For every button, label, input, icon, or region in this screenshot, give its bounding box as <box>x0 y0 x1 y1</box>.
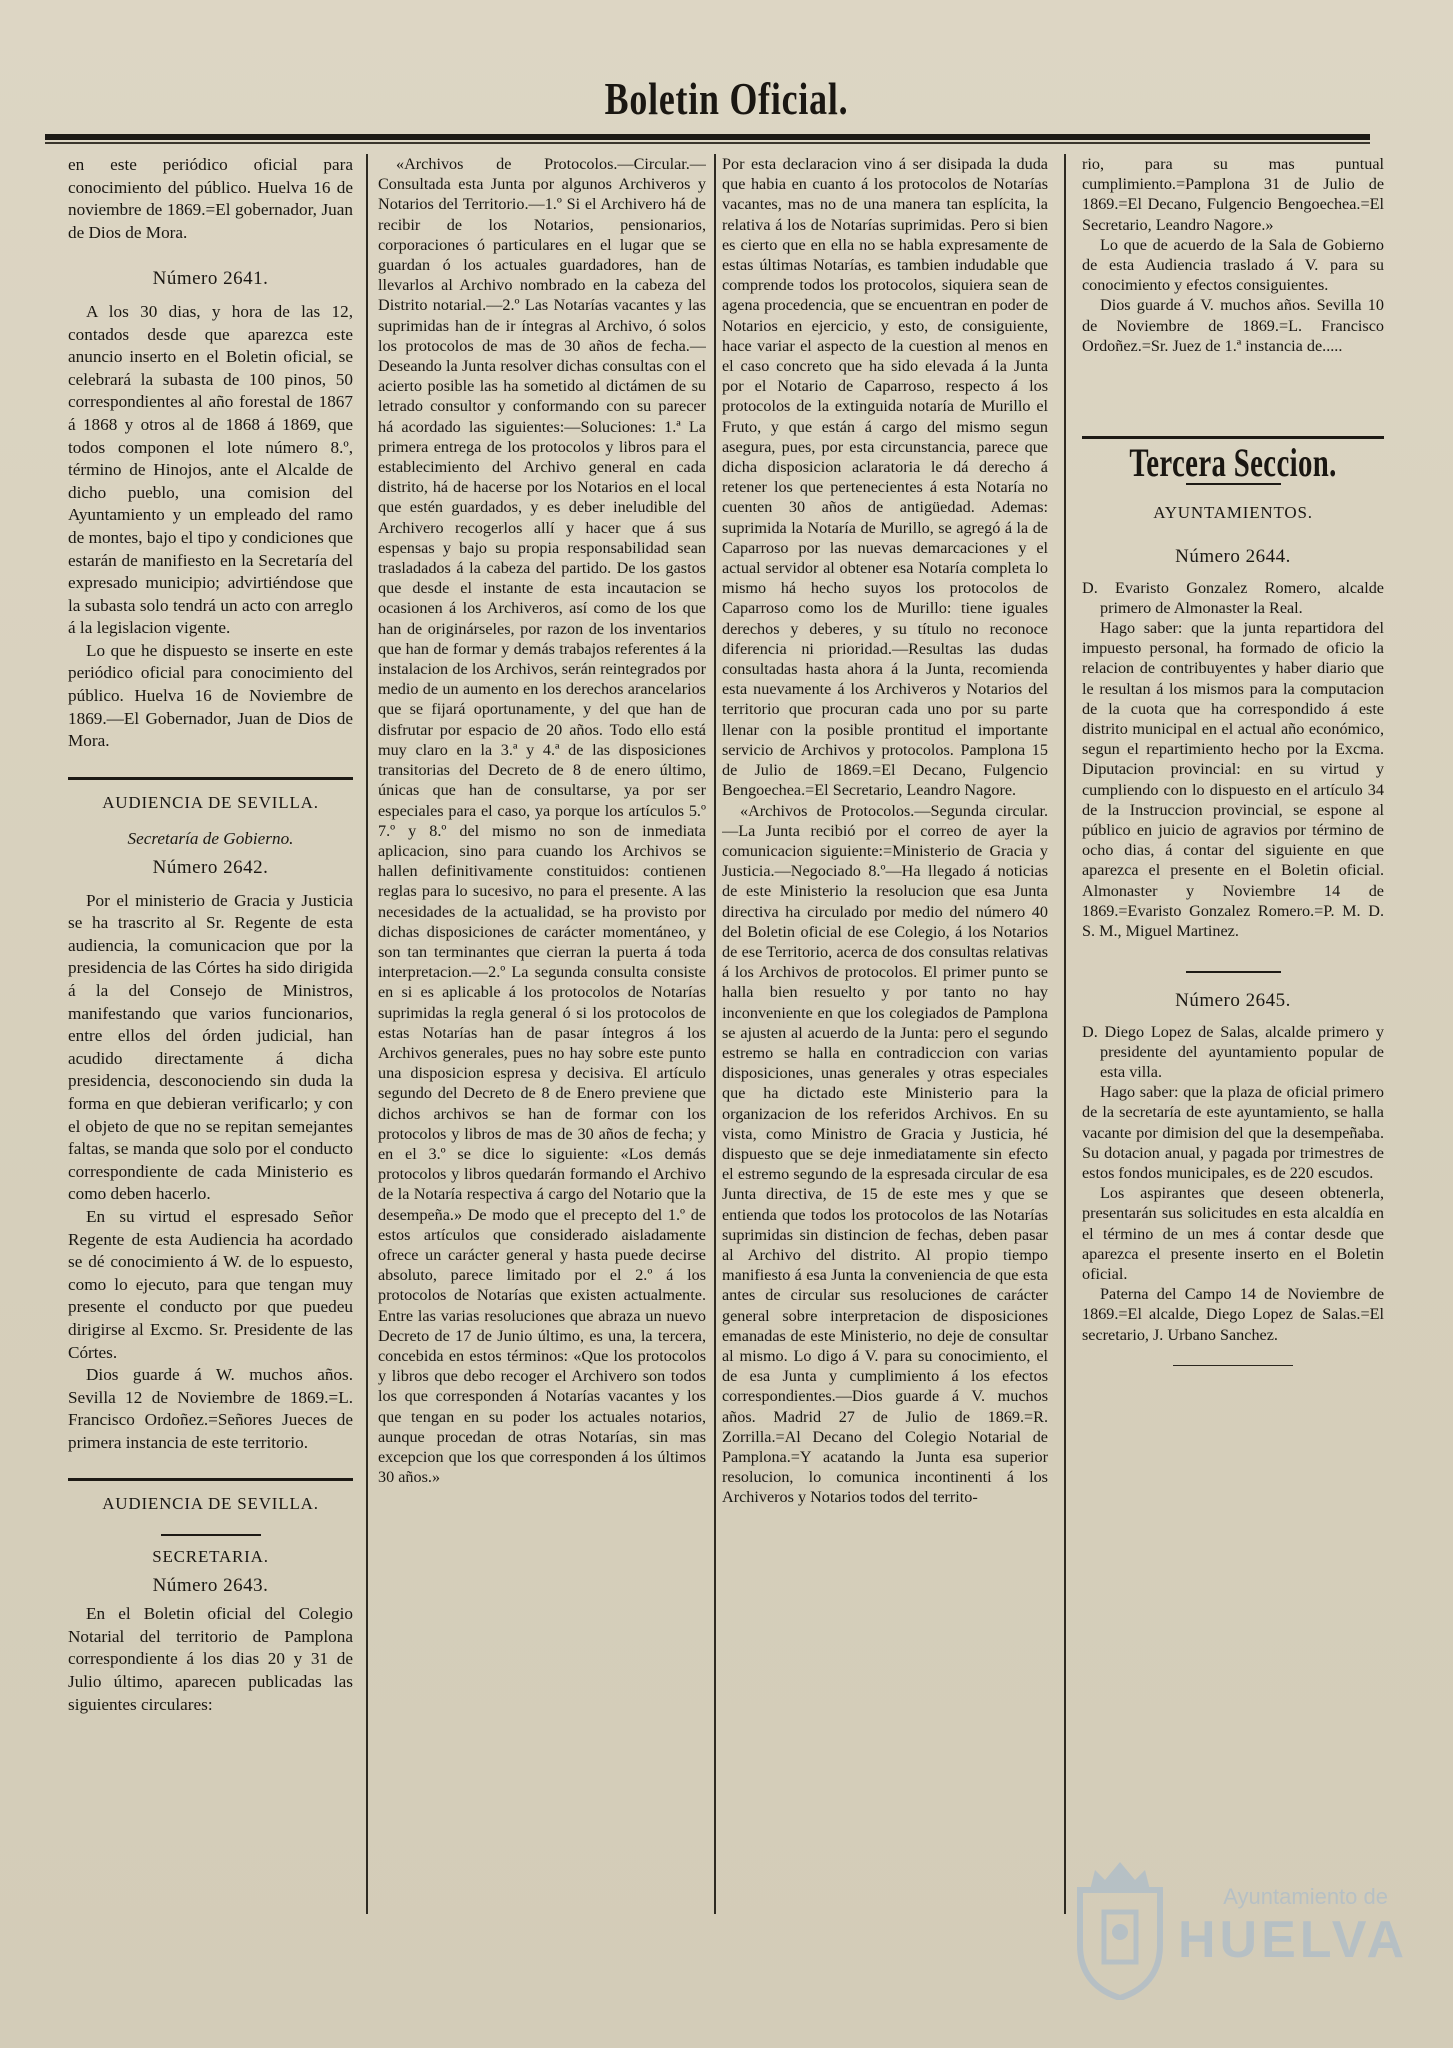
notice-paragraph: Lo que he dispuesto se inserte en este periódico oficial para conocimiento del público. Huelva 16 de Noviembre de 1869.—El Gobernador, Juan de Dios de Mora. <box>68 640 353 751</box>
column-4 <box>1082 154 1384 2034</box>
subsection-heading: SECRETARIA. <box>152 1547 269 1567</box>
notice-number: Número 2644. <box>1175 546 1291 568</box>
notice-paragraph: Lo que de acuerdo de la Sala de Gobierno de esta Audiencia traslado á V. para su conocimiento y efectos consiguientes. <box>1082 235 1384 295</box>
section-heading: AUDIENCIA DE SEVILLA. <box>102 1494 319 1514</box>
notice-paragraph: Dios guarde á W. muchos años. Sevilla 12 de Noviembre de 1869.=L. Francisco Ordoñez.=Señores Jueces de primera instancia de este territorio. <box>68 1365 353 1452</box>
masthead-rule-thin <box>45 142 1370 144</box>
notice-paragraph: Hago saber: que la plaza de oficial primero de la secretaría de este ayuntamiento, se halla vacante por dimision del que la desempeñaba. Su dotacion anual, y pagada por trimestres de estos fondos municipales, es de 220 escudos. <box>1082 1083 1384 1182</box>
subsection-heading: Secretaría de Gobierno. <box>127 829 294 849</box>
section-heading: AYUNTAMIENTOS. <box>1153 503 1313 523</box>
notice-number: Número 2643. <box>152 1574 269 1596</box>
notice-paragraph: Por el ministerio de Gracia y Justicia se ha trascrito al Sr. Regente de esta audiencia, la comunicacion que por la presidencia de las Córtes ha sido dirigida á la del Consejo de Ministros, manifestando que varios funcionarios, entre ellos del órden judicial, han acudido directamente á dicha presidencia, desconociendo sin duda la forma en que debieran verificarlo; y con el objeto de que no se repitan semejantes faltas, se manda que solo por el conducto correspondiente de cada Ministerio es como deben hacerlo. <box>68 890 353 1204</box>
notice-paragraph: D. Diego Lopez de Salas, alcalde primero y presidente del ayuntamiento popular de esta villa. <box>1082 1022 1384 1081</box>
archive-watermark <box>1178 1850 1409 2020</box>
circular-paragraph: rio, para su mas puntual cumplimiento.=Pamplona 31 de Julio de 1869.=El Decano, Fulgencio Bengoechea.=El Secretario, Leandro Nagore.» <box>1082 155 1384 234</box>
notice-paragraph: En el Boletin oficial del Colegio Notarial del territorio de Pamplona correspondiente á los dias 20 y 31 de Julio último, aparecen publicadas las siguientes circulares: <box>68 1604 353 1714</box>
intro-paragraph: en este periódico oficial para conocimiento del público. Huelva 16 de noviembre de 1869.=El gobernador, Juan de Dios de Mora. <box>68 155 353 242</box>
column-divider <box>1064 154 1066 1914</box>
column-divider <box>366 154 368 1914</box>
column-divider <box>714 154 716 1914</box>
column-3 <box>722 154 1048 2034</box>
watermark-line-1: Ayuntamiento de <box>1223 1884 1388 1909</box>
notice-number: Número 2642. <box>152 857 269 879</box>
notice-paragraph: Paterna del Campo 14 de Noviembre de 1869.=El alcalde, Diego Lopez de Salas.=El secretario, J. Urbano Sanchez. <box>1082 1285 1384 1344</box>
notice-paragraph: Hago saber: que la junta repartidora del impuesto personal, ha formado de oficio la relacion de contribuyentes y haber diario que le resultan á los mismos para la computacion de la cuota que ha correspondido á este distrito municipal en el actual año económico, segun el repartimiento hecho por la Excma. Diputacion provincial: en su virtud y cumpliendo con lo dispuesto en el artículo 34 de la Instruccion provincial, se espone al público en juicio de agravios por término de ocho dias, á contar del siguiente en que aparezca el presente en el Boletin oficial. Almonaster y Noviembre 14 de 1869.=Evaristo Gonzalez Romero.=P. M. D. S. M., Miguel Martinez. <box>1082 619 1384 941</box>
column-1 <box>68 154 353 2034</box>
short-rule <box>161 1534 261 1536</box>
circular-paragraph: «Archivos de Protocolos.—Segunda circular.—La Junta recibió por el correo de ayer la comunicacion siguiente:=Ministerio de Gracia y Justicia.—Negociado 8.º—Ha llegado á noticias de este Ministerio la resolucion que esa Junta directiva ha circulado por medio del número 40 del Boletin oficial de ese Colegio, á los Notarios de ese Territorio, acerca de dos consultas relativas á los Archivos de protocolos. El primer punto se halla bien resuelto y por tanto no hay inconveniente en que los colegiados de Pamplona se ajusten al acuerdo de la Junta: pero el segundo estremo se halla en contradiccion con varias disposiciones, unas generales y otras especiales que ha dictado este Ministerio para la organizacion de los referidos Archivos. En su vista, como Ministro de Gracia y Justicia, hé dispuesto que se deje inmediatamente sin efecto el estremo segundo de la espresada circular de esa Junta directiva, de 15 de este mes y que se entienda que todos los protocolos de las Notarías suprimidas sin distincion de fechas, deben pasar al Archivo del distrito. Al propio tiempo manifiesto á esa Junta la conveniencia de que esta antes de circular sus resoluciones de carácter general sobre interpretacion de disposiciones emanadas de este Ministerio, no deje de consultar al mismo. Lo digo á V. para su conocimiento, el de esa Junta y cumplimiento á los efectos correspondientes.—Dios guarde á V. muchos años. Madrid 27 de Julio de 1869.=R. Zorrilla.=Al Decano del Colegio Notarial de Pamplona.=Y acatando la Junta esa superior resolucion, lo comunica incontinenti á los Archiveros y Notarios todos del territo- <box>722 801 1048 1507</box>
section-divider <box>68 1478 353 1481</box>
notice-paragraph: D. Evaristo Gonzalez Romero, alcalde primero de Almonaster la Real. <box>1082 578 1384 617</box>
notice-number: Número 2641. <box>152 268 269 290</box>
notice-paragraph: En su virtud el espresado Señor Regente de esta Audiencia ha acordado se dé conocimiento á W. de lo espuesto, como lo ejecuto, para que tengan muy presente el conducto por que puedeu dirigirse al Excmo. Sr. Presidente de las Córtes. <box>68 1206 353 1362</box>
section-divider <box>1082 436 1384 439</box>
notice-paragraph: Los aspirantes que deseen obtenerla, presentarán sus solicitudes en esta alcaldía en el término de un mes á contar desde que aparezca el presente inserto en el Boletin oficial. <box>1082 1184 1384 1283</box>
circular-paragraph: «Archivos de Protocolos.—Circular.—Consultada esta Junta por algunos Archiveros y Notarios del Territorio.—1.º Si el Archivero há de recibir de los Notarios, pensionarios, corporaciones ó particulares en el lugar que se guardan ó los actuales guardadores, han de llevarlos al Archivo nombrado en la cabeza del Distrito notarial.—2.º Las Notarías vacantes y las suprimidas han de ir íntegras al Archivo, ó solos los protocolos de mas de 30 años de fecha.—Deseando la Junta resolver dichas consultas con el acierto posible las ha sometido al dictámen de su letrado consultor y conformando con su parecer há acordado las siguientes:—Soluciones: 1.ª La primera entrega de los protocolos y libros para el establecimiento del Archivo general en cada distrito, há de hacerse por los Notarios en el local que estén guardados, y es deber ineludible del Archivero recogerlos allí y hacer que á sus espensas y bajo su propia responsabilidad sean trasladados á la cabeza del partido. De los gastos que desde el instante de esta incautacion se ocasionen á los Archiveros, así como de los que han de originárseles, por razon de los inventarios que han de formar y demás trabajos referentes á la instalacion de los Archivos, serán reintegrados por medio de un aumento en los derechos arancelarios que se fijará oportunamente, y del que han de disfrutar por espacio de 20 años. Todo ello está muy claro en la 3.ª y 4.ª de las disposiciones transitorias del Decreto de 8 de enero último, únicas que han de consultarse, ya por ser especiales para el caso, ya porque los artículos 5.º 7.º y 8.º del mismo no son de inmediata aplicacion, sino para cuando los Archivos se hallen definitivamente constituidos: contienen reglas para lo sucesivo, no para el presente. A las necesidades de la actualidad, se ha provisto por dichas disposiciones de carácter momentáneo, y son tan terminantes que cierran la puerta á toda interpretacion.—2.º La segunda consulta consiste en si es aplicable á los protocolos de Notarías suprimidas la regla general ó si los protocolos de estas Notarías han de pasar íntegros á los Archivos generales, pues no hay sobre este punto una disposicion espresa y decisiva. El artículo segundo del Decreto de 8 de Enero previene que dichos archivos se han de formar con los protocolos y libros de mas de 30 años de fecha; y en el 3.º se dice lo siguiente: «Los demás protocolos y libros quedarán formando el Archivo de la Notaría respectiva á cargo del Notario que la desempeña.» De modo que el precepto del 1.º de estos artículos que considerado aisladamente ofrece un carácter general y hasta puede decirse absoluto, parece limitado por el 2.º á los protocolos de Notarías que existen actualmente. Entre las varias resoluciones que abraza un nuevo Decreto de 17 de Junio último, es una, la tercera, concebida en estos términos: «Que los protocolos y libros que debo recoger el Archivero son todos los que corresponden á Notarías vacantes y los que tengan en su poder los actuales notarios, aunque procedan de otras Notarías, sin mas excepcion que los que corresponden á los últimos 30 años.» <box>378 155 706 1487</box>
column-2 <box>378 154 706 2034</box>
city-crest-icon <box>1060 1850 1180 2000</box>
masthead-title: Boletin Oficial. <box>604 73 849 124</box>
signature-rule <box>1173 1365 1293 1366</box>
watermark-line-2: HUELVA <box>1178 1911 1409 1969</box>
section-divider <box>68 777 353 780</box>
notice-number: Número 2645. <box>1175 990 1291 1012</box>
notice-paragraph: Dios guarde á V. muchos años. Sevilla 10 de Noviembre de 1869.=L. Francisco Ordoñez.=Sr. Juez de 1.ª instancia de..... <box>1082 296 1384 355</box>
section-title: Tercera Seccion. <box>1129 440 1337 486</box>
section-heading: AUDIENCIA DE SEVILLA. <box>102 792 319 812</box>
masthead-rule <box>45 134 1370 140</box>
notice-paragraph: A los 30 dias, y hora de las 12, contados desde que aparezca este anuncio inserto en el Boletin oficial, se celebrará la subasta de 100 pinos, 50 correspondientes al año forestal de 1867 á 1868 y otros al de 1868 á 1869, que todos componen el lote número 8.º, término de Hinojos, ante el Alcalde de dicho pueblo, una comision del Ayuntamiento y un empleado del ramo de montes, bajo el tipo y condiciones que estarán de manifiesto en la Secretaría del expresado municipio; advirtiéndose que la subasta solo tendrá un acto con arreglo á la legislacion vigente. <box>68 301 353 638</box>
circular-paragraph: Por esta declaracion vino á ser disipada la duda que habia en cuanto á los protocolos de Notarías vacantes, mas no de una manera tan esplícita, la relativa á los de Notarías suprimidas. Pero si bien es cierto que en ella no se habla expresamente de estas últimas Notarías, es tambien indudable que comprende todos los protocolos, siquiera sean de agena procedencia, que se encuentran en poder de Notarios en ejercicio, y esto, de consiguiente, hace variar el aspecto de la cuestion al menos en el caso concreto que ha sido elevada á la Junta por el Notario de Caparroso, respecto á los protocolos de la extinguida notaría de Murillo el Fruto, y que están á cargo del mismo segun asegura, pues, por esta circunstancia, parece que dicha disposicion aclaratoria le dá derecho á retener los que pertenecientes á esta Notaría no cuenten 30 años de antigüedad. Ademas: suprimida la Notaría de Murillo, se agregó á la de Caparroso por las nuevas demarcaciones y el actual servidor al obtener esa Notaría completa lo mismo há hecho suyos los protocolos de Caparroso como los de Murillo: tiene iguales derechos y deberes, y su título no reconoce diferencia ni prioridad.—Resultas las dudas consultadas hasta ahora á la Junta, recomienda esta nuevamente á los Archiveros y Notarios del territorio que procuran cada uno por su parte llenar con la posible prontitud el importante servicio de Archivos y protocolos. Pamplona 15 de Julio de 1869.=El Decano, Fulgencio Bengoechea.=El Secretario, Leandro Nagore. <box>722 155 1048 800</box>
short-rule <box>1186 971 1281 973</box>
